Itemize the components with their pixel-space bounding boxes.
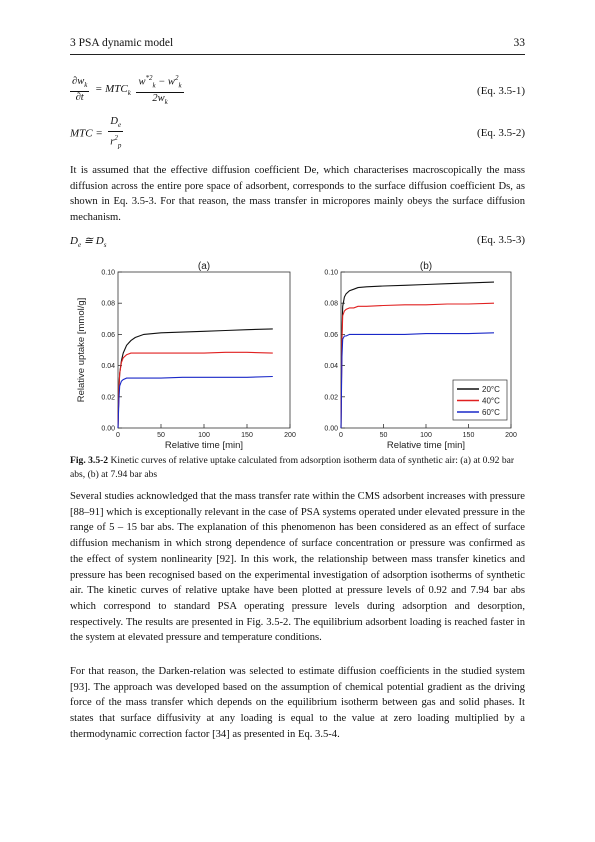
running-header xyxy=(70,37,525,49)
x-tick-label: 200 xyxy=(505,432,517,439)
paragraph-3: For that reason, the Darken-relation was selected to estimate diffusion coefficients in the studied system [93]. The approach was developed based on the assumption of chemical potential gradient as the driving force of the mass transfer which depends on the equilibrium isotherm between gas and solid phases. It states that surface diffusivity at any loading is equal to the value at zero loading multiplied by a thermodynamic correction factor [34] as presented in Eq. 3.5-4. xyxy=(70,666,525,740)
panel-title: (a) xyxy=(197,261,211,272)
caption-label: Fig. 3.5-2 xyxy=(70,455,109,466)
y-tick-label: 0.00 xyxy=(324,425,338,433)
x-axis-label: Relative time [min] xyxy=(386,440,466,450)
y-tick-label: 0.06 xyxy=(324,331,338,339)
paragraph-2: Several studies acknowledged that the mass transfer rate within the CMS adsorbent increases with pressure [88–91] which is exceptionally relevant in the case of PSA systems operated under elevated pressure in the range of 5 – 15 bar abs. The explanation of this phenomenon has been considered as an effect of surface diffusion mechanism in which strong dependence of surface concentration or pressure was confirmed as the effect of system nonlinearity [92]. In this work, the relationship between mass transfer kinetics and pressure has been recognised based on the experimental investigation of adsorption isotherms of synthetic air. The kinetic curves of relative uptake have been plotted at pressure levels of 0.92 and 7.94 bar abs which correspond to standard PSA operating pressure levels during adsorption and desorption, respectively. The results are presented in Fig. 3.5-2. The equilibrium adsorbent loading is reached faster in the system at elevated pressure and temperature conditions. xyxy=(70,491,525,644)
legend-label: 20°C xyxy=(482,385,500,394)
kinetic-curves-figure xyxy=(70,258,525,450)
x-tick-label: 150 xyxy=(462,432,475,439)
plot-area xyxy=(118,272,290,428)
equation-3-5-3: $D_e$ ≅ $D_s$ (Eq. 3.5-3) xyxy=(70,234,525,250)
y-tick-label: 0.04 xyxy=(324,363,338,371)
y-tick-label: 0.02 xyxy=(324,394,338,402)
y-tick-label: 0.08 xyxy=(101,300,115,308)
y-tick-label: 0.02 xyxy=(101,394,115,402)
equation-number: (Eq. 3.5-2) xyxy=(477,127,525,139)
y-tick-label: 0.08 xyxy=(324,300,338,308)
paragraph-1: It is assumed that the effective diffusion coefficient De, which characterises macroscopically the mass diffusion across the entire pore space of adsorbent, corresponds to the surface diffusion coefficient Ds, as shown in Eq. 3.5-3. For that reason, the mass transfer in micropores mainly obeys the surface diffusion mechanism. xyxy=(70,165,525,224)
chapter-title: 3 PSA dynamic model xyxy=(70,37,174,49)
y-axis-label: Relative uptake [mmol/g] xyxy=(76,297,87,403)
x-tick-label: 0 xyxy=(339,432,343,439)
figure-caption xyxy=(70,454,525,481)
y-tick-label: 0.00 xyxy=(101,425,115,433)
x-tick-label: 100 xyxy=(198,432,210,439)
y-tick-label: 0.10 xyxy=(324,269,338,277)
equation-number: (Eq. 3.5-3) xyxy=(477,234,525,246)
eq1-rhs: $\frac{w^{*2}_k - w^2_k}{2w_k}$ xyxy=(138,74,182,106)
eq2-rhs: $\frac{D_e}{r^2_p}$ xyxy=(110,116,122,150)
x-tick-label: 100 xyxy=(420,432,432,439)
equation-3-5-2: MTC = $\frac{D_e}{r^2_p}$ (Eq. 3.5-2) xyxy=(70,116,525,150)
equation-3-5-1: $\frac{\partial w_k}{\partial t}$ = $MTC_k$ $\frac{w^{*2}_k - w^2_k}{2w_k}$ (Eq. 3.5-1) xyxy=(72,74,525,106)
panel-title: (b) xyxy=(419,261,433,272)
eq1-lhs: $\frac{\partial w_k}{\partial t}$ xyxy=(72,75,88,103)
x-tick-label: 50 xyxy=(379,432,388,439)
y-tick-label: 0.04 xyxy=(101,363,115,371)
y-tick-label: 0.06 xyxy=(101,331,115,339)
caption-text: Kinetic curves of relative uptake calculated from adsorption isotherm data of synthetic air: (a) at 0.92 bar abs, (b) at 7.94 bar abs xyxy=(70,455,515,480)
x-tick-label: 0 xyxy=(116,432,120,439)
x-axis-label: Relative time [min] xyxy=(164,440,244,450)
y-tick-label: 0.10 xyxy=(101,269,115,277)
x-tick-label: 200 xyxy=(284,432,296,439)
legend-label: 60°C xyxy=(482,408,500,417)
equation-number: (Eq. 3.5-1) xyxy=(477,85,525,97)
page-number: 33 xyxy=(513,37,525,49)
x-tick-label: 150 xyxy=(241,432,253,439)
legend-label: 40°C xyxy=(482,396,500,406)
header-rule xyxy=(70,54,525,55)
x-tick-label: 50 xyxy=(157,432,165,439)
